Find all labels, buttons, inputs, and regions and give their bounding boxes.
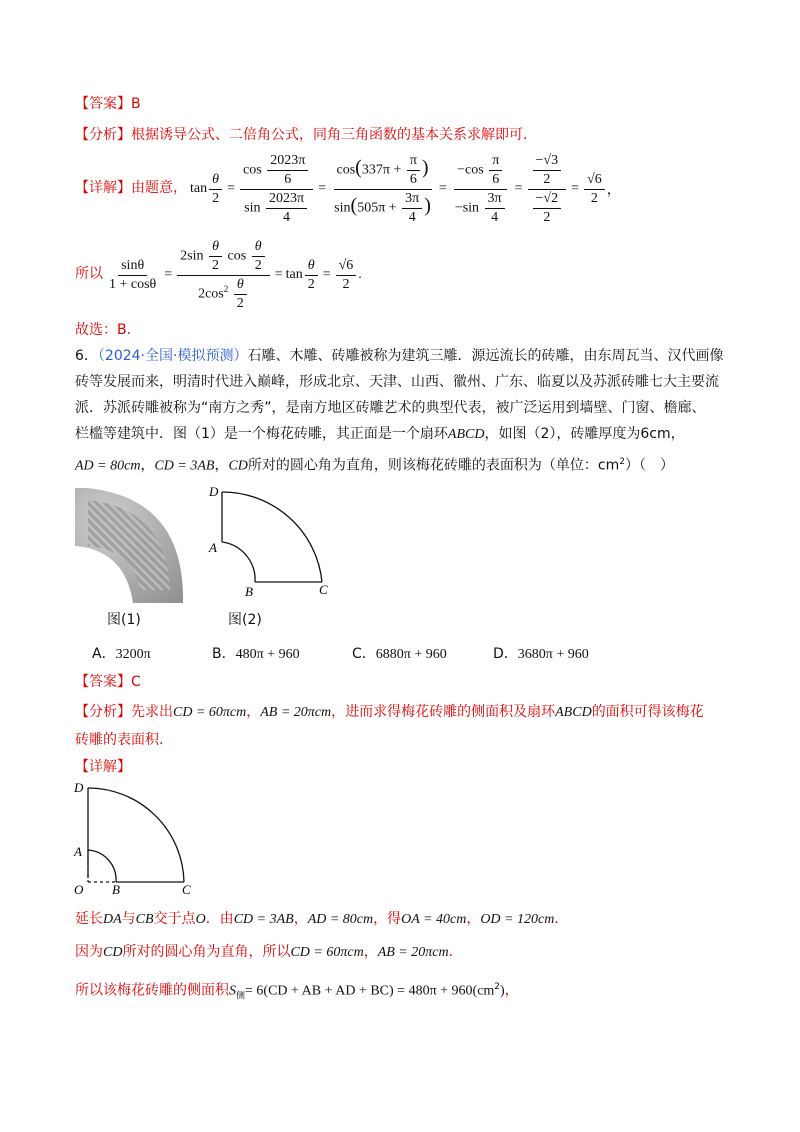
t: 延长: [75, 911, 103, 927]
m: CD = 60πcm: [290, 945, 364, 960]
frac-sqrt3-2: [533, 153, 562, 188]
cos-fn: cos: [336, 162, 356, 178]
num: 3π: [402, 191, 422, 209]
text-g: 的面积可得该梅花: [591, 704, 704, 720]
period: .: [358, 267, 362, 282]
choice-line: 故选：B.: [75, 322, 132, 338]
den: 4: [408, 209, 416, 225]
m: OA = 40cm: [401, 912, 467, 927]
frac-3pi-4b: [485, 191, 505, 226]
den: 6: [409, 171, 417, 187]
sep: ，: [246, 704, 261, 720]
frac-step3: [452, 153, 510, 226]
cos-arg: 337π +: [361, 162, 402, 178]
answer-value: B: [131, 96, 141, 112]
answer-line-1: [75, 92, 141, 116]
den-step3: [452, 190, 510, 226]
num: θ: [252, 239, 265, 257]
solution-line-1: [75, 907, 568, 932]
num-step4: [528, 153, 567, 190]
option-label: D．: [493, 646, 518, 662]
option-value: 6880π + 960: [375, 647, 447, 662]
m: S: [229, 983, 236, 999]
arc-ab: [88, 850, 116, 882]
solution-diagram: [72, 778, 202, 896]
math-abcd: ABCD: [447, 427, 485, 442]
formula-tan-half: tan $\frac{\theta}{2}$ = cos $\frac{2023\pi}{6}$ sin $\frac{2023\pi}{4}$ = cos(337π + $\frac{\pi}{6}$ ) sin(505π + $\frac{3\pi}{4}$ ) = −cos $\frac{\pi}{6}$ −sin $\frac{3\pi}{4}$ = $\frac{\frac{-√3}{2}}{\frac{-√2}{2}}$ = $\frac{√6}{2}$ ，: [190, 152, 621, 225]
problem-source: （2024·全国·模拟预测）: [97, 348, 248, 364]
two-sin: 2sin: [180, 248, 204, 264]
frac-sqrt6-2: [584, 172, 605, 207]
den: 4: [283, 209, 291, 225]
t: ．: [554, 911, 569, 927]
text-e: ，进而求得梅花砖雕的侧面积及扇环: [331, 704, 556, 720]
frac-sin-over-1pluscos: [106, 258, 159, 293]
sq: 2: [223, 283, 229, 294]
num: θ: [209, 239, 222, 257]
den: 2: [307, 276, 315, 292]
m: CB: [135, 912, 154, 927]
den: 2: [236, 295, 244, 311]
option-value: 480π + 960: [235, 647, 300, 662]
t: 所对的圆心角为直角，所以: [122, 944, 291, 960]
option-label: C．: [352, 646, 376, 662]
num: −√3: [533, 153, 562, 171]
den-step4: [528, 190, 567, 226]
analysis-line-1: [75, 123, 527, 147]
frac-double-angle: [177, 239, 270, 312]
num: θ: [305, 258, 318, 276]
m: OD = 120cm: [480, 912, 555, 927]
answer-line-2: [75, 670, 141, 694]
frac-theta-2a: [209, 239, 222, 274]
den: 2: [590, 190, 598, 206]
den: 2: [254, 257, 262, 273]
sup: 2: [494, 982, 501, 992]
math-ab: AB = 20πcm: [260, 705, 332, 720]
t: ，: [293, 911, 308, 927]
label-a: A: [209, 540, 217, 555]
frac-theta-2: [209, 172, 222, 207]
arc-ab: [222, 542, 255, 582]
formula-sin-over: $\frac{\sin\theta}{1 + \cos\theta}$ = 2sin $\frac{\theta}{2}$ cos $\frac{\theta}{2}$ $2\cos^2$ $\frac{\theta}{2}$ = tan $\frac{\theta}{2}$ = $\frac{√6}{2}$ .: [104, 240, 362, 310]
detail2-lead: [75, 262, 103, 286]
arc-dc: [88, 788, 184, 882]
sin-fn: sin: [244, 200, 261, 216]
t: ，: [504, 982, 519, 999]
math-cd-ab: CD = 3AB: [154, 458, 215, 474]
num: sinθ: [118, 258, 147, 276]
num: θ: [209, 172, 222, 190]
problem6-line4: [75, 422, 685, 447]
analysis-text: 根据诱导公式、二倍角公式，同角三角函数的基本关系求解即可.: [131, 127, 528, 143]
comma: ，: [606, 183, 621, 198]
math-cd: CD = 60πcm: [173, 705, 247, 720]
t: ，: [363, 944, 378, 960]
frac-step2: [331, 153, 434, 226]
num: √6: [584, 172, 605, 190]
option-d[interactable]: [493, 642, 589, 667]
problem6-line2: 砖等发展而来，明清时代进入巅峰，形成北京、天津、山西、徽州、广东、临夏以及苏派砖雕七大主要流: [75, 374, 719, 390]
num: 2023π: [266, 191, 307, 209]
frac-theta-2c: [234, 277, 247, 312]
t: 因为: [75, 944, 103, 960]
problem-number: 6．: [75, 348, 98, 364]
tan-fn: tan: [190, 181, 208, 196]
m: DA: [103, 912, 122, 927]
sin-arg: 505π +: [357, 200, 397, 216]
arc-dc: [222, 492, 322, 582]
label-a: A: [74, 844, 82, 859]
analysis-line-2: [75, 700, 704, 725]
den: 6: [492, 171, 500, 187]
label-c: C: [182, 882, 191, 896]
frac-2023pi-6: [267, 153, 308, 188]
den-step1: [241, 190, 312, 226]
den: 2: [342, 276, 350, 292]
num: √6: [336, 258, 357, 276]
label-b: B: [245, 584, 253, 599]
detail-lead: 由题意，: [131, 180, 187, 196]
option-c[interactable]: [352, 642, 447, 667]
problem6-line3: 派．苏派砖雕被称为“南方之秀”，是南方地区砖雕艺术的典型代表，被广泛运用到墙壁、门窗、檐廊、: [75, 400, 706, 416]
m: AD = 80cm: [307, 912, 374, 927]
text-a: 先求出: [131, 704, 173, 720]
num: θ: [234, 277, 247, 295]
solution-line-3: [75, 975, 519, 1008]
frac-step4: [528, 153, 567, 226]
option-b[interactable]: [212, 642, 300, 667]
lead: 所以: [75, 266, 103, 282]
den: 1 + cosθ: [109, 276, 157, 292]
t: ，: [466, 911, 481, 927]
analysis-tag: 【分析】: [75, 127, 131, 143]
t: ，得: [373, 911, 402, 927]
m: AB = 20πcm: [377, 945, 449, 960]
sin-fn: sin: [334, 200, 351, 216]
answer-value: C: [131, 674, 141, 690]
analysis-tag: 【分析】: [75, 704, 131, 720]
t: 所以该梅花砖雕的侧面积: [75, 982, 229, 999]
math-ad: AD = 80cm: [75, 458, 141, 474]
den-step2: sin(505π + $\frac{3\pi}{4}$ ): [334, 190, 431, 225]
text-f: 所对的圆心角为直角，则该梅花砖雕的表面积为（单位：cm: [247, 457, 620, 474]
t: 与: [121, 911, 136, 927]
frac-pi-6: [407, 153, 420, 188]
frac-step1: [240, 153, 313, 226]
num-step1: [240, 153, 313, 190]
math-cd: CD: [228, 458, 248, 474]
num-step2: cos(337π + $\frac{\pi}{6}$ ): [334, 153, 432, 190]
sep: ，: [140, 457, 155, 474]
frac-2023pi-4: [266, 191, 307, 226]
num: π: [407, 153, 420, 171]
m: O: [195, 912, 206, 927]
frac-pi-6b: [489, 153, 502, 188]
solution-line-2: [75, 940, 463, 965]
frac-sqrt6-2b: [336, 258, 357, 293]
problem6-line1: [75, 344, 723, 368]
m: ): [500, 983, 505, 999]
label-c: C: [319, 582, 328, 597]
answer-tag: 【答案】: [75, 674, 131, 690]
den: 6: [284, 171, 292, 187]
frac-theta-2d: [305, 258, 318, 293]
label-o: O: [74, 882, 84, 896]
option-value: 3200π: [115, 647, 151, 662]
figure-1-caption: 图(1): [107, 612, 141, 628]
neg-cos: −cos: [457, 162, 484, 178]
t: 交于点: [153, 911, 196, 927]
den: 4: [491, 209, 499, 225]
t: ．由: [205, 911, 234, 927]
problem-text: 石雕、木雕、砖雕被称为建筑三雕．源远流长的砖雕，由东周瓦当、汉代画像: [247, 348, 724, 364]
m: CD: [103, 945, 123, 960]
detail-tag-3: 【详解】: [75, 759, 131, 775]
frac-3pi-4: [402, 191, 422, 226]
neg-sin: −sin: [454, 200, 480, 216]
sub: 侧: [236, 991, 246, 1002]
cos-fn: cos: [243, 162, 262, 178]
detail-tag: 【详解】: [75, 180, 131, 196]
den: 2: [212, 190, 220, 206]
frac-theta-2b: [252, 239, 265, 274]
option-label: A．: [92, 646, 116, 662]
option-value: 3680π + 960: [517, 647, 589, 662]
num: −√2: [533, 191, 562, 209]
math-abcd: ABCD: [555, 705, 592, 720]
den: 2: [543, 171, 551, 187]
option-a[interactable]: [92, 642, 151, 667]
option-label: B．: [212, 646, 236, 662]
num: 2023π: [267, 153, 308, 171]
figure-2-caption: 图(2): [228, 612, 262, 628]
num: π: [489, 153, 502, 171]
num-double: [177, 239, 270, 276]
num: 3π: [485, 191, 505, 209]
t: ．: [448, 944, 463, 960]
sep: ，: [214, 457, 229, 474]
den: 2: [212, 257, 220, 273]
answer-tag: 【答案】: [75, 96, 131, 112]
text-h: ）（ ）: [624, 457, 674, 474]
m: = 6(CD + AB + AD + BC) = 480π + 960(cm: [245, 983, 495, 999]
den-double: [195, 276, 252, 312]
text-c: ，如图（2），砖雕厚度为6cm，: [484, 426, 685, 442]
label-d: D: [74, 780, 84, 795]
den: 2: [543, 209, 551, 225]
problem6-line5: [75, 450, 674, 479]
tan-fn: tan: [285, 267, 303, 282]
figure-2-diagram: [205, 482, 340, 600]
cos-fn: cos: [227, 248, 247, 264]
text-a: 栏槛等建筑中．图（1）是一个梅花砖雕，其正面是一个扇环: [75, 426, 448, 442]
m: CD = 3AB: [233, 912, 294, 927]
num-step3: [454, 153, 507, 190]
analysis-line-2b: 砖雕的表面积.: [75, 732, 164, 748]
sup: 2: [619, 457, 625, 467]
detail-tag-1: [75, 176, 187, 200]
label-b: B: [112, 882, 120, 896]
frac-sqrt2-2: [533, 191, 562, 226]
two-cos: 2cos: [198, 286, 224, 302]
label-d: D: [209, 484, 219, 499]
